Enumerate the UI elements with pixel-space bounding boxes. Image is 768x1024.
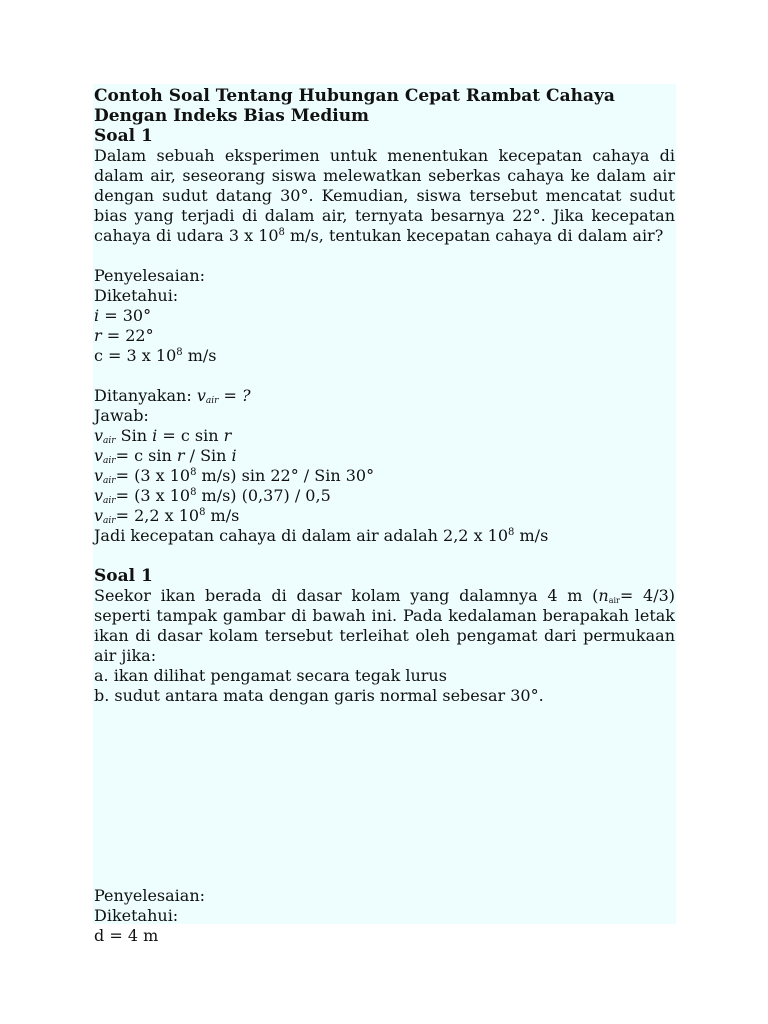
problem-2-item-a: a. ikan dilihat pengamat secara tegak lurus [94,666,447,685]
problem-1-text: Dalam sebuah eksperimen untuk menentukan kecepatan cahaya di dalam air, seseorang siswa melewatkan seberkas cahaya ke dalam air dengan sudut datang 30°. Kemudian, siswa tersebut mencatat sudut bias yang terjadi di dalam air, ternyata besarnya 22°. Jika kecepatan cahaya di udara 3 x $10^8$ m/s, tentukan kecepatan cahaya di dalam air? [94,146,675,245]
equation-5: $v_{air}= 2,2$ x $10^8$ m/s [94,506,240,526]
given-c: c = 3 x $10^8$ m/s [94,346,217,365]
given-r: r = 22° [94,326,154,345]
given-i: i = 30° [94,306,152,325]
equation-2: $v_{air}= c$ sin r / Sin i [94,446,237,466]
figure-placeholder [94,706,675,886]
solution-2-label: Penyelesaian: [94,886,206,905]
problem-1-heading: Soal 1 [94,126,153,146]
problem-2-item-b: b. sudut antara mata dengan garis normal sebesar 30°. [94,686,544,705]
page-title: Contoh Soal Tentang Hubungan Cepat Rambat Cahaya Dengan Indeks Bias Medium [94,86,615,126]
conclusion: Jadi kecepatan cahaya di dalam air adalah 2,2 x $10^8$ m/s [94,526,549,545]
answer-label: Jawab: [94,406,149,425]
equation-1: $v_{air}$ Sin i = c sin r [94,426,232,446]
asked-line: Ditanyakan: $v_{air}$ = ? [94,386,251,406]
equation-4: $v_{air}= (3$ x $10^8$ m/s) (0,37) / 0,5 [94,486,331,506]
document-content [94,86,675,946]
problem-2-heading: Soal 1 [94,566,153,586]
given-2-label: Diketahui: [94,906,179,925]
given-label: Diketahui: [94,286,179,305]
solution-label: Penyelesaian: [94,266,206,285]
equation-3: $v_{air}= (3$ x $10^8$ m/s) sin 22° / Sin 30° [94,466,375,486]
problem-2-text: Seekor ikan berada di dasar kolam yang dalamnya 4 m $(n_{air}= 4/3)$ seperti tampak gambar di bawah ini. Pada kedalaman berapakah letak ikan di dasar kolam tersebut terleihat oleh pengamat dari permukaan air jika: [94,586,676,665]
given-d: d = 4 m [94,926,159,945]
